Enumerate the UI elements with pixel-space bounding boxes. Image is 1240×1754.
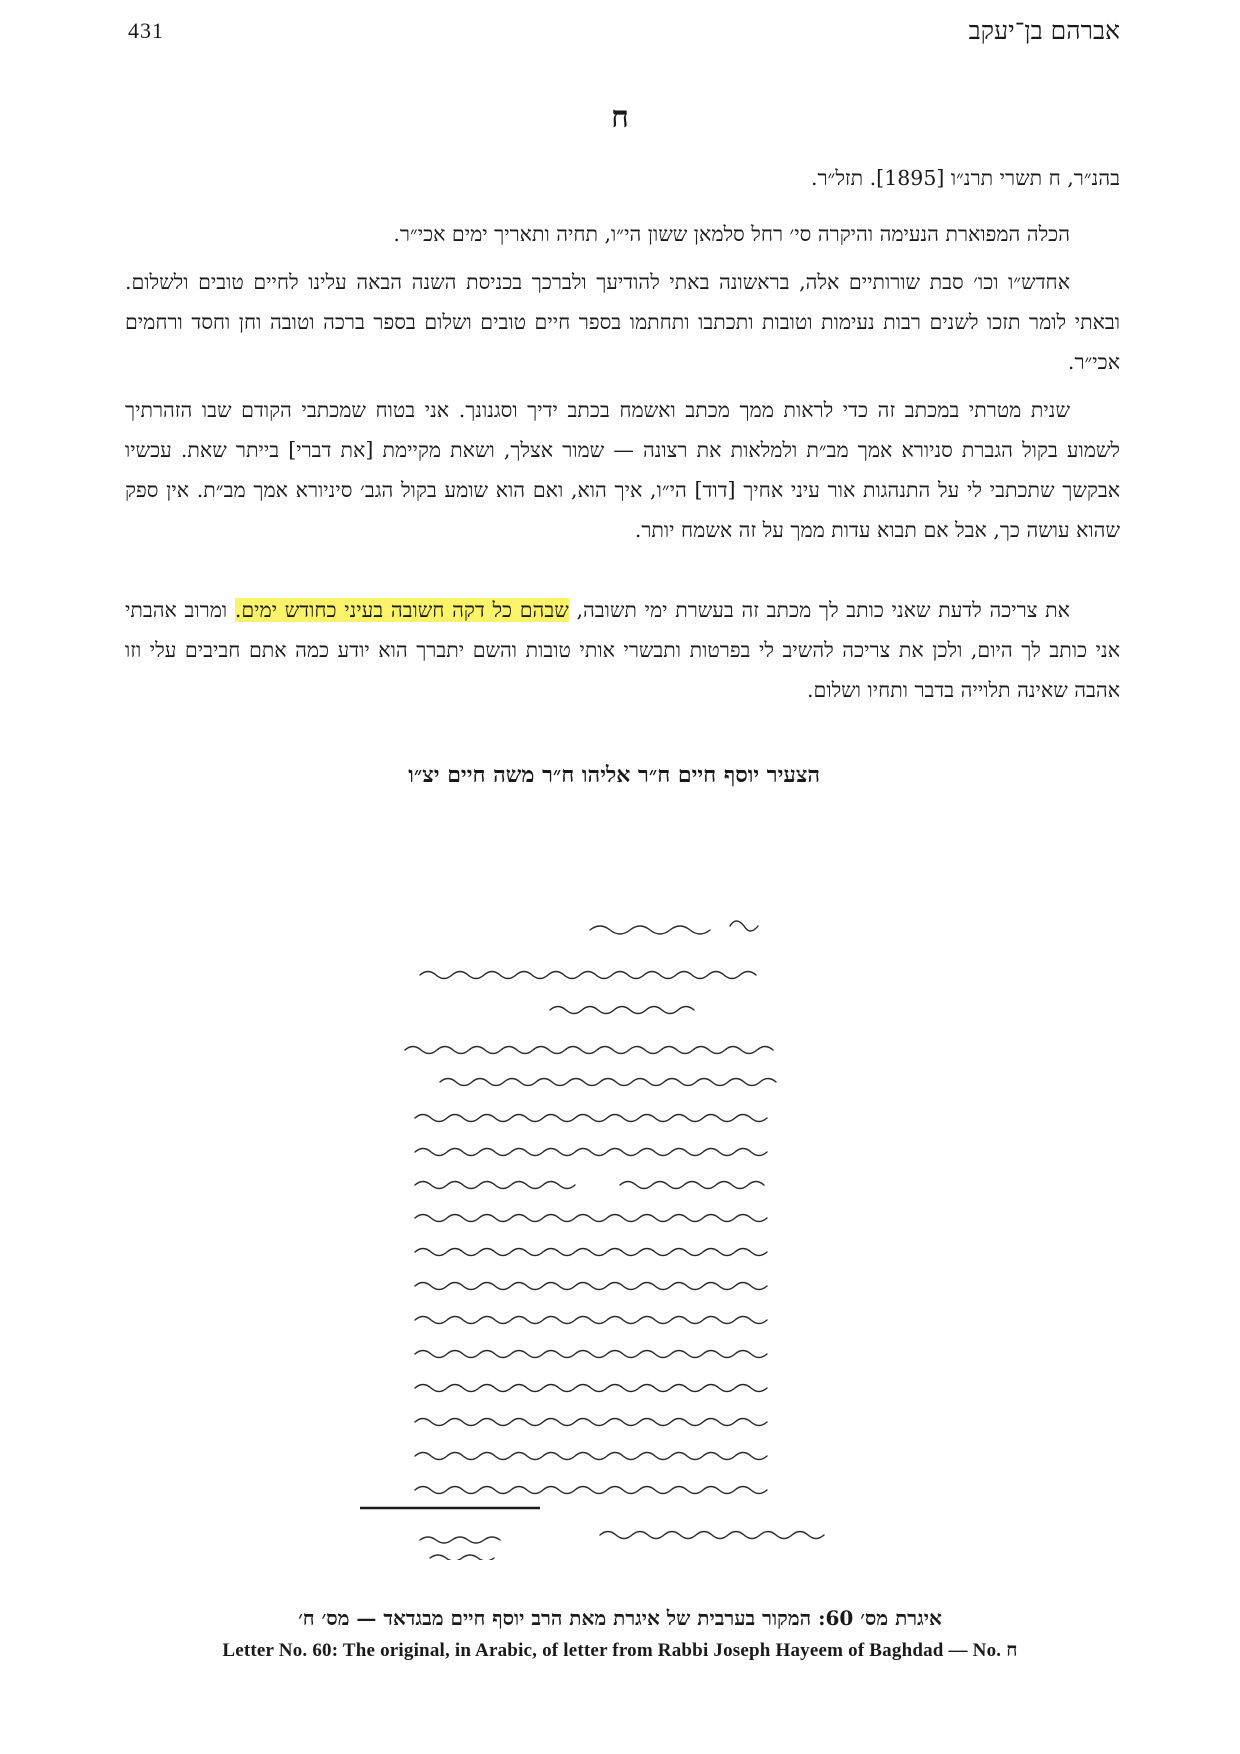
script-line — [415, 1249, 767, 1256]
script-line — [415, 1149, 767, 1156]
page-header — [128, 18, 1120, 58]
script-line — [415, 1215, 767, 1222]
script-line — [405, 1047, 773, 1054]
paragraph-3-end: ומרוב אהבתי אני כותב לך היום, ולכן את צריכה להשיב לי בפרטות ותבשרי אותי טובות והשם יתברך הוא יודע כמה אתם חביבים עלי וזו אהבה שאינה תלוייה בדבר ותחיו ושלום. — [125, 598, 1120, 702]
script-line — [415, 1419, 767, 1426]
greeting: הכלה המפוארת הנעימה והיקרה סי׳ רחל סלמאן ששון הי״ו, תחיה ותאריך ימים אכי״ר. — [393, 222, 1070, 246]
paragraph-3-text — [125, 590, 1120, 710]
date-line: בהנ״ר, ח תשרי תרנ״ו [1895]. תזל״ר. — [810, 166, 1120, 190]
paragraph-3 — [125, 590, 1120, 710]
script-line — [600, 1532, 824, 1539]
highlighted-phrase: שבהם כל דקה חשובה בעיני כחודש ימים. — [234, 598, 569, 622]
script-line — [420, 972, 756, 979]
running-head: אברהם בן־יעקב — [968, 16, 1120, 45]
paragraph-2-text: שנית מטרתי במכתב זה כדי לראות ממך מכתב ואשמח בכתב ידיך וסגנונך. אני בטוח שמכתבי הקודם שבו הזהרתיך לשמוע בקול הגברת סניורא אמך מב״ת ולמלאות את רצונה — שמור אצלך, ושאת מקיימת [את דברי] בייתר שאת. עכשיו אבקשך שתכתבי לי על התנהגות אור עיני אחיך [דוד] הי״ו, איך הוא, ואם הוא שומע בקול הגב׳ סיניורא אמך מב״ת. אין ספק שהוא עושה כך, אבל אם תבוא עדות ממך על זה אשמח יותר. — [125, 398, 1120, 542]
signature-flourish — [420, 1537, 500, 1560]
paragraph-3-start: את צריכה לדעת שאני כותב לך מכתב זה בעשרת ימי תשובה, — [576, 598, 1070, 622]
script-line — [590, 921, 758, 934]
caption-english: Letter No. 60: The original, in Arabic, of letter from Rabbi Joseph Hayeem of Baghdad — No. ח — [222, 1640, 1018, 1661]
script-line — [415, 1317, 767, 1324]
script-line — [415, 1283, 767, 1290]
script-line — [415, 1385, 767, 1392]
paragraph-1 — [125, 262, 1120, 382]
paragraph-1-text: אחדש״ו וכו׳ סבת שורותיים אלה, בראשונה באתי להודיעך ולברכך בכניסת השנה הבאה עלינו לחיים טובים ולשלום. ובאתי לומר תזכו לשנים רבות נעימות וטובות ותכתבו ותחתמו בספר חיים טובים ושלום בספר ברכה וטובה וחן וחסד ורחמים אכי״ר. — [125, 270, 1120, 374]
script-line — [550, 1007, 694, 1014]
section-letter: ח — [611, 100, 629, 135]
script-line — [415, 1115, 767, 1122]
page-number: 431 — [128, 18, 164, 43]
signature-line: הצעיר יוסף חיים ח״ר אליהו ח״ר משה חיים יצ״ו — [408, 762, 820, 788]
script-line — [415, 1182, 764, 1189]
caption-hebrew: איגרת מס׳ 60: המקור בערבית של איגרת מאת הרב יוסף חיים מבגדאד — מס׳ ח׳ — [298, 1606, 942, 1630]
script-line — [440, 1079, 776, 1086]
script-line — [415, 1487, 767, 1494]
script-line — [415, 1453, 767, 1460]
paragraph-2 — [125, 390, 1120, 550]
script-line — [415, 1351, 767, 1358]
handwritten-letter-image — [360, 860, 880, 1560]
